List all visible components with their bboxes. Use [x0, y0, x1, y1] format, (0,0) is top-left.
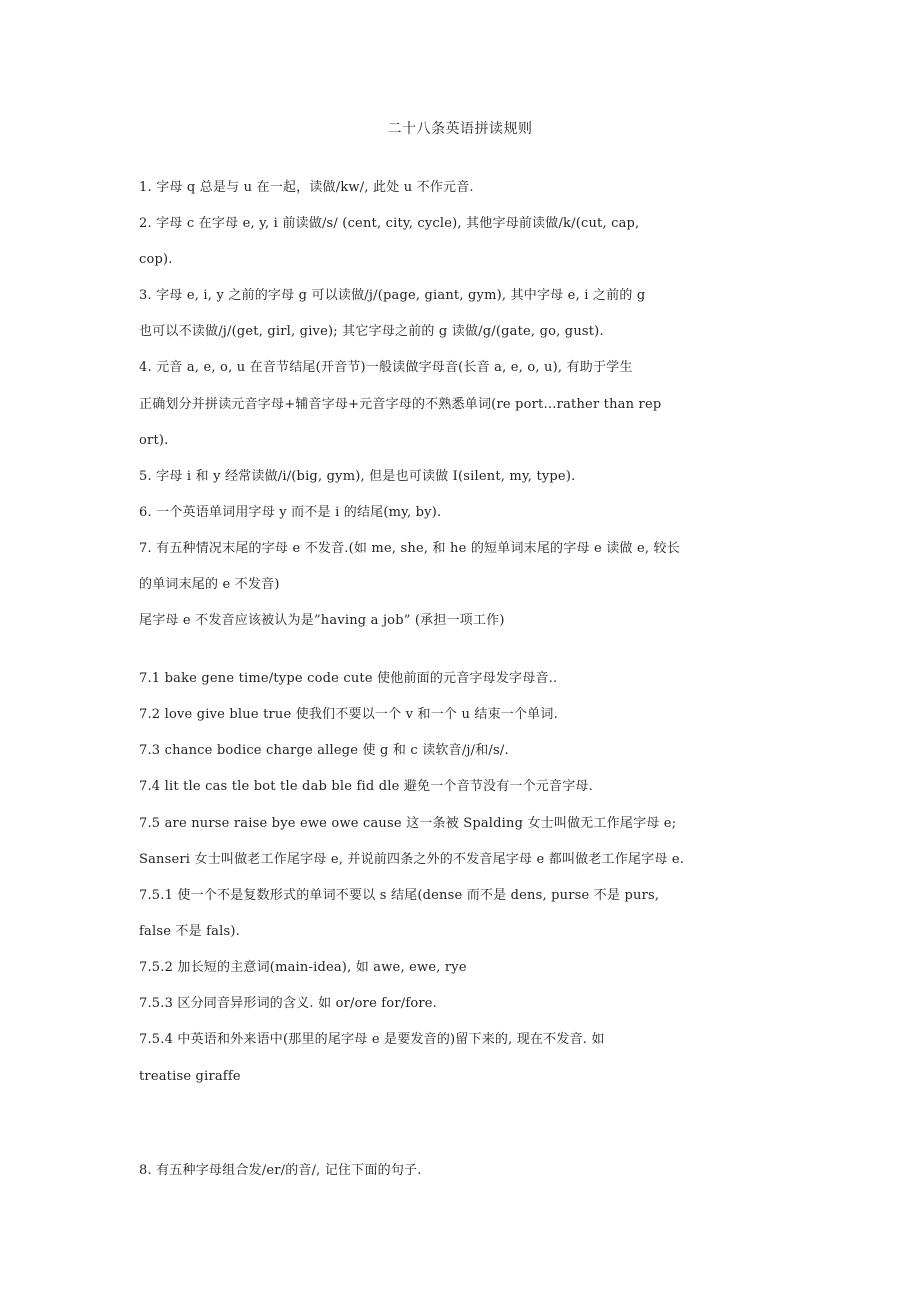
- text-line: 7.5.3 区分同音异形词的含义. 如 or/ore for/fore.: [139, 996, 438, 1011]
- text-line: 7.5 are nurse raise bye ewe owe cause 这一条被 Spalding 女士叫做无工作尾字母 e;: [139, 816, 677, 831]
- text-line: 7. 有五种情况末尾的字母 e 不发音.(如 me, she, 和 he 的短单词末尾的字母 e 读做 e, 较长: [139, 541, 680, 556]
- text-line: 6. 一个英语单词用字母 y 而不是 i 的结尾(my, by).: [139, 505, 442, 520]
- text-line: treatise giraffe: [139, 1069, 241, 1084]
- text-line: 正确划分并拼读元音字母+辅音字母+元音字母的不熟悉单词(re port…rather than rep: [139, 397, 662, 412]
- text-line: ort).: [139, 433, 169, 448]
- text-line: 7.5.1 使一个不是复数形式的单词不要以 s 结尾(dense 而不是 dens, purse 不是 purs,: [139, 888, 660, 903]
- text-line: 1. 字母 q 总是与 u 在一起，读做/kw/, 此处 u 不作元音.: [139, 180, 474, 195]
- text-line: 也可以不读做/j/(get, girl, give); 其它字母之前的 g 读做/g/(gate, go, gust).: [139, 324, 604, 339]
- text-line: 7.4 lit tle cas tle bot tle dab ble fid dle 避免一个音节没有一个元音字母.: [139, 779, 593, 794]
- text-line: 尾字母 e 不发音应该被认为是”having a job” (承担一项工作): [139, 613, 505, 628]
- text-line: Sanseri 女士叫做老工作尾字母 e, 并说前四条之外的不发音尾字母 e 都叫做老工作尾字母 e.: [139, 852, 685, 867]
- text-line: false 不是 fals).: [139, 924, 240, 939]
- text-line: 7.1 bake gene time/type code cute 使他前面的元音字母发字母音..: [139, 671, 558, 686]
- text-line: cop).: [139, 252, 173, 267]
- document-title: 二十八条英语拼读规则: [387, 121, 533, 137]
- text-line: 7.5.2 加长短的主意词(main-idea), 如 awe, ewe, rye: [139, 960, 467, 975]
- text-line: 的单词末尾的 e 不发音): [139, 577, 280, 592]
- text-line: 5. 字母 i 和 y 经常读做/i/(big, gym), 但是也可读做 I(silent, my, type).: [139, 469, 576, 484]
- text-line: 4. 元音 a, e, o, u 在音节结尾(开音节)一般读做字母音(长音 a, e, o, u), 有助于学生: [139, 360, 633, 375]
- text-line: 2. 字母 c 在字母 e, y, i 前读做/s/ (cent, city, cycle), 其他字母前读做/k/(cut, cap,: [139, 216, 640, 231]
- text-line: 7.5.4 中英语和外来语中(那里的尾字母 e 是要发音的)留下来的, 现在不发音. 如: [139, 1032, 605, 1047]
- text-line: 7.2 love give blue true 使我们不要以一个 v 和一个 u 结束一个单词.: [139, 707, 558, 722]
- text-line: 7.3 chance bodice charge allege 使 g 和 c 读软音/j/和/s/.: [139, 743, 509, 758]
- text-line: 8. 有五种字母组合发/er/的音/, 记住下面的句子.: [139, 1163, 422, 1178]
- text-line: 3. 字母 e, i, y 之前的字母 g 可以读做/j/(page, giant, gym), 其中字母 e, i 之前的 g: [139, 288, 646, 303]
